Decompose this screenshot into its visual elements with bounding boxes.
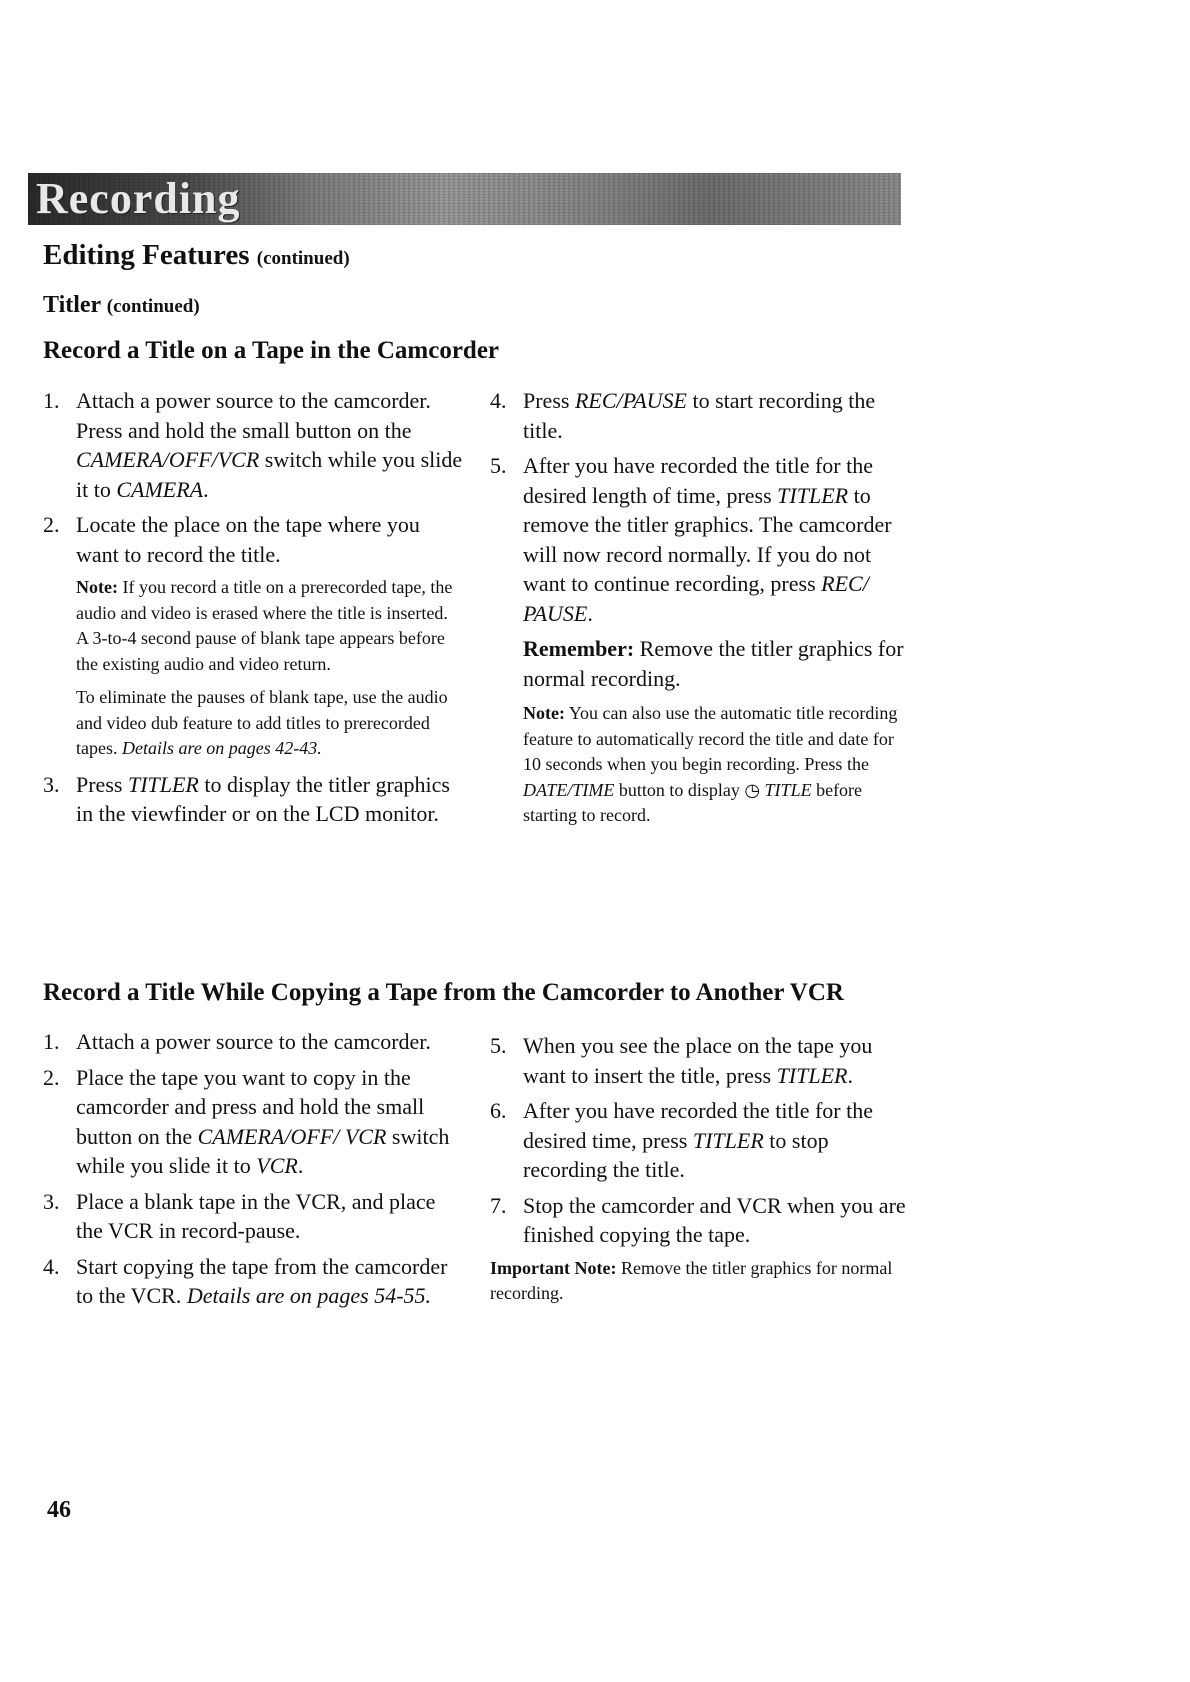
list-item: 6. After you have recorded the title for the desired time, press TITLER to stop recording the title. <box>490 1098 874 1182</box>
section-banner <box>28 173 901 225</box>
list-item: 2. Locate the place on the tape where you want to record the title. <box>43 512 420 567</box>
item-number: 7. <box>490 1192 507 1218</box>
item-number: 1. <box>43 388 60 413</box>
heading-editing-features-text: Editing Features <box>43 239 250 271</box>
remember-label: Remember: <box>523 636 635 661</box>
item-number: 4. <box>490 388 507 413</box>
heading-titler-text: Titler <box>43 292 101 318</box>
list-item: 4. Start copying the tape from the camcorder to the VCR. Details are on pages 54-55. <box>43 1253 448 1308</box>
item-number: 3. <box>43 771 60 797</box>
item-number: 2. <box>43 1064 60 1090</box>
item-number: 5. <box>490 453 507 478</box>
item-number: 6. <box>490 1098 507 1123</box>
list-item: 4. Press REC/PAUSE to start recording the title. <box>490 388 876 443</box>
item-number: 4. <box>43 1253 60 1279</box>
important-label: Important Note: <box>490 1257 617 1278</box>
item-number: 3. <box>43 1188 60 1214</box>
list-item: 7. Stop the camcorder and VCR when you are finished copying the tape. <box>490 1192 906 1247</box>
clock-icon: ◷ <box>744 779 761 800</box>
banner-title: Recording <box>36 174 241 223</box>
section1-right-column <box>490 386 910 837</box>
note-auto-title: Note: You can also use the automatic title recording feature to automatically record the title and date for 10 seconds when you begin recording. Press the DATE/TIME button to display ◷ TITLE before starting to record. <box>523 703 898 825</box>
list-item: 3. Place a blank tape in the VCR, and place the VCR in record-pause. <box>43 1188 436 1243</box>
list-item: 3. Press TITLER to display the titler graphics in the viewfinder or on the LCD monitor. <box>43 771 450 826</box>
list-item: 1. Attach a power source to the camcorder. <box>43 1027 463 1057</box>
item-number: 5. <box>490 1033 507 1058</box>
note-eliminate-pauses: To eliminate the pauses of blank tape, use the audio and video dub feature to add titles to prerecorded tapes. Details are on pages 42-43. <box>76 687 448 758</box>
heading-record-title-copying: Record a Title While Copying a Tape from the Camcorder to Another VCR <box>43 979 844 1006</box>
list-item: 5. When you see the place on the tape you want to insert the title, press TITLER. <box>490 1033 873 1088</box>
item-number: 1. <box>43 1029 60 1054</box>
note-label: Note: <box>523 703 565 723</box>
note-prerecorded: Note: If you record a title on a prerecorded tape, the audio and video is erased where the title is inserted. A 3-to-4 second pause of blank tape appears before the existing audio and video return. <box>76 577 453 674</box>
heading-editing-features <box>43 238 350 276</box>
item-number: 2. <box>43 512 60 537</box>
note-label: Note: <box>76 577 118 597</box>
heading-titler-suffix: (continued) <box>106 296 200 317</box>
page-number: 46 <box>47 1497 71 1523</box>
list-item: 2. Place the tape you want to copy in the camcorder and press and hold the small button on the CAMERA/OFF/ VCR switch while you slide it to VCR. <box>43 1064 450 1178</box>
section2-left-column <box>43 1027 463 1317</box>
heading-record-title-camcorder: Record a Title on a Tape in the Camcorder <box>43 337 500 364</box>
remember-note: Remember: Remove the titler graphics for normal recording. <box>523 636 904 691</box>
list-item: 1. Attach a power source to the camcorder. Press and hold the small button on the CAMERA/OFF/VCR switch while you slide it to CAMERA. <box>43 388 463 502</box>
section2-right-column <box>490 1031 910 1315</box>
list-item: 5. After you have recorded the title for the desired length of time, press TITLER to remove the titler graphics. The camcorder will now record normally. If you do not want to continue recording, press REC/ PAUSE. <box>490 453 892 626</box>
heading-titler <box>43 290 200 322</box>
section1-left-column <box>43 386 463 835</box>
important-note: Important Note: Remove the titler graphics for normal recording. <box>490 1257 893 1303</box>
heading-editing-features-suffix: (continued) <box>256 248 350 269</box>
